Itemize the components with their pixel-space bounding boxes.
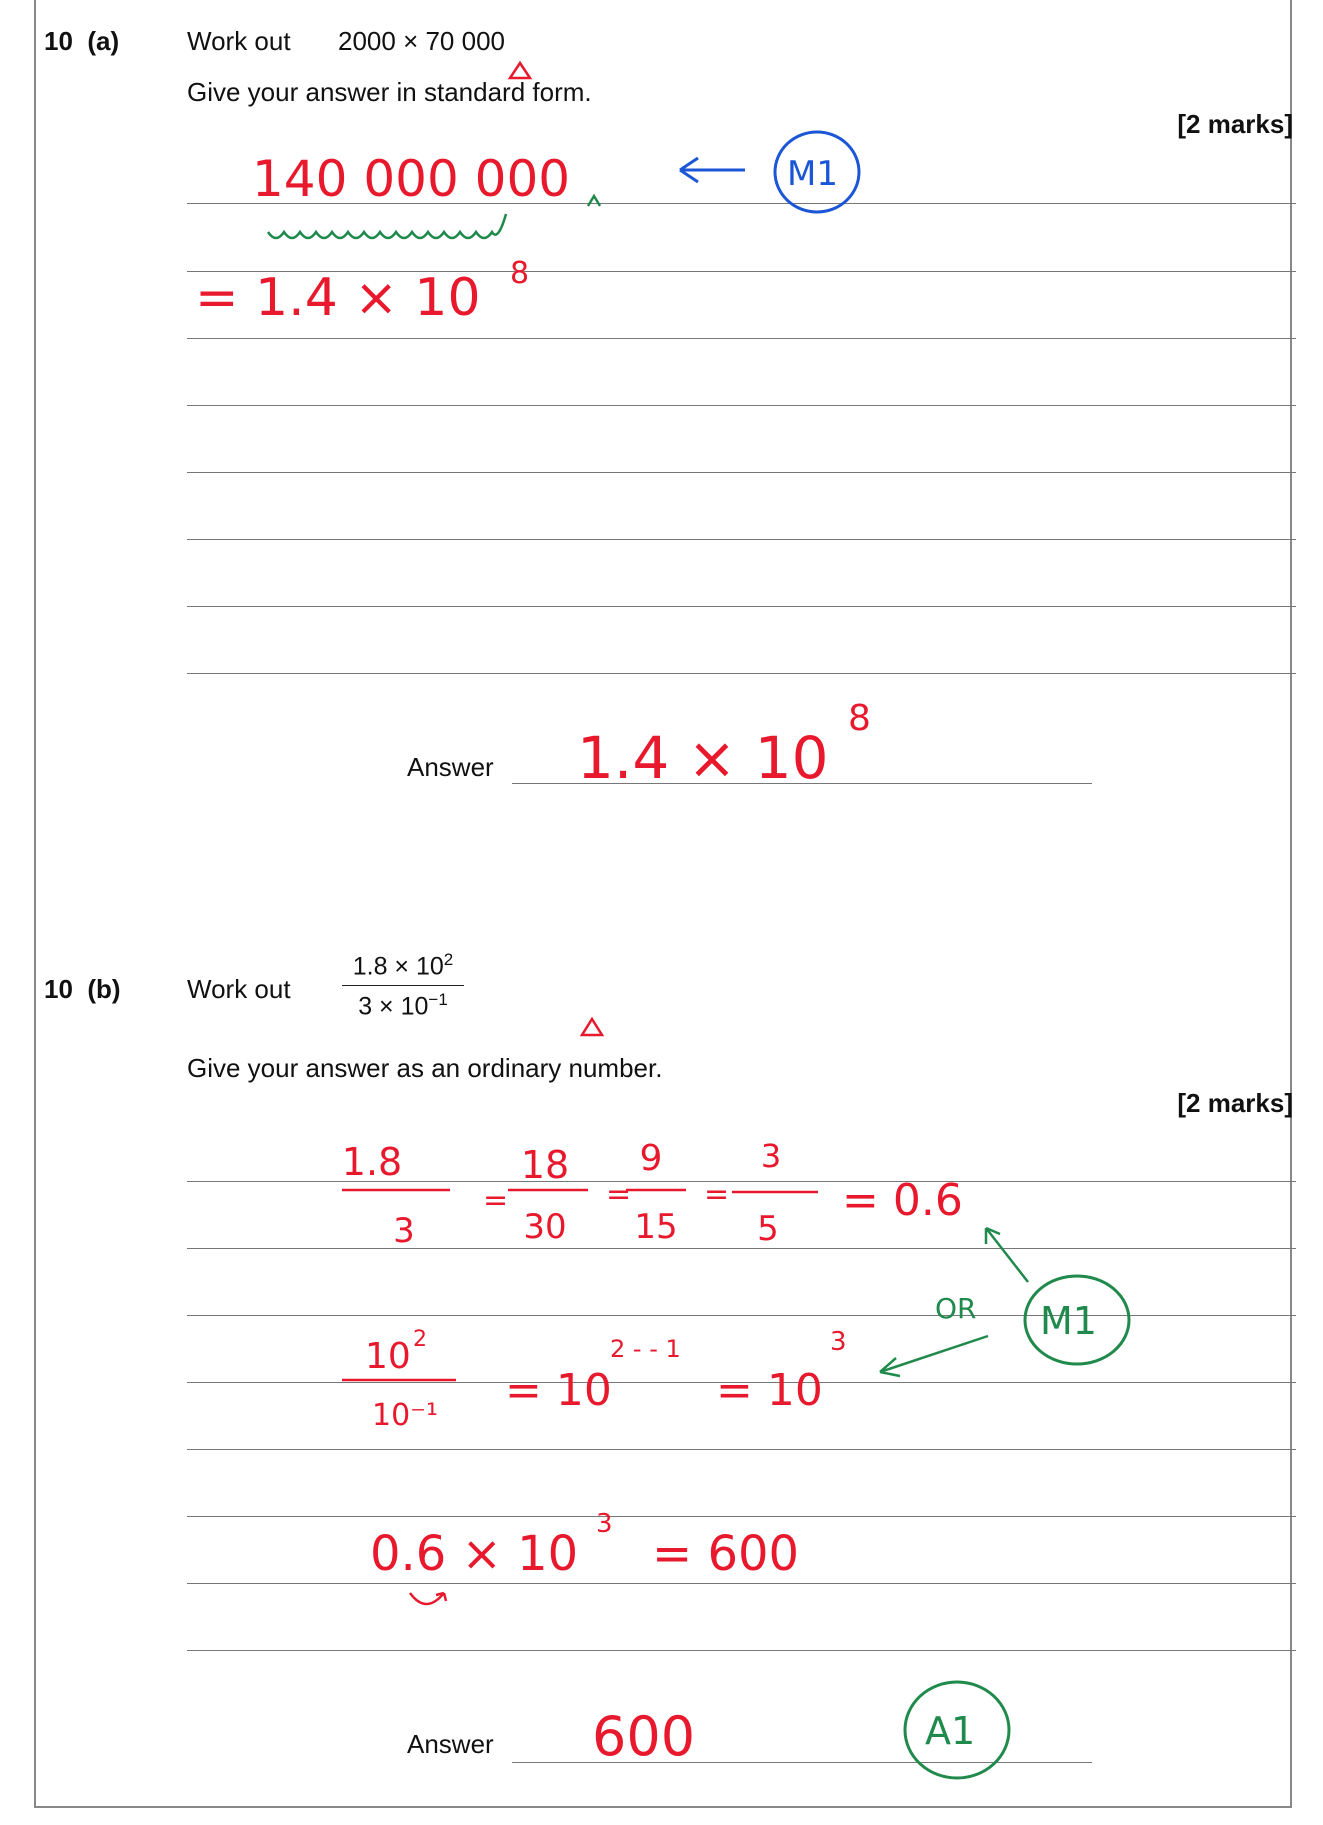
hw-b-line3-res: = 600 — [652, 1526, 800, 1582]
work-out-label-a: Work out — [187, 26, 291, 56]
hw-equals: = — [704, 1177, 730, 1212]
triangle-mark-icon — [582, 1019, 602, 1035]
hw-a-line2: = 1.4 × 10 — [195, 268, 481, 328]
hw-b-f3-den: 15 — [634, 1207, 678, 1247]
hw-b-or: OR — [935, 1292, 977, 1325]
hw-b-mark-a1: A1 — [925, 1709, 976, 1753]
hw-b-f4-num: 3 — [760, 1137, 782, 1175]
hw-equals: = — [606, 1177, 632, 1212]
red-curved-arrow-icon — [410, 1593, 446, 1604]
expression-a: 2000 × 70 000 — [338, 26, 505, 56]
green-arrowhead-icon — [588, 196, 600, 206]
hw-equals: = — [483, 1183, 509, 1218]
question-number-b: 10 (b) — [44, 974, 121, 1004]
hw-b-pow-den: 10⁻¹ — [372, 1398, 439, 1433]
hw-b-mark-m1: M1 — [1040, 1299, 1097, 1343]
hw-b-eq-result: = 0.6 — [842, 1175, 963, 1226]
hw-a-mark: M1 — [787, 154, 838, 194]
hw-a-answer: 1.4 × 10 — [577, 724, 829, 792]
hw-b-f4-den: 5 — [757, 1209, 779, 1249]
hw-b-pow-res-exp: 3 — [830, 1327, 847, 1357]
green-arrow-icon — [880, 1336, 988, 1376]
hw-a-answer-exp: 8 — [848, 698, 871, 739]
hw-b-answer: 600 — [592, 1705, 696, 1768]
hw-b-pow-mid: = 10 — [505, 1365, 612, 1416]
hw-b-pow-num-exp: 2 — [413, 1327, 427, 1352]
question-number-a: 10 (a) — [44, 26, 120, 56]
left-arrow-icon — [680, 158, 745, 182]
hw-b-pow-mid-exp: 2 - - 1 — [610, 1335, 681, 1363]
hw-a-line2-exp: 8 — [510, 256, 530, 291]
marks-a: [2 marks] — [1177, 109, 1293, 139]
marks-b: [2 marks] — [1177, 1088, 1293, 1118]
green-arrow-icon — [986, 1228, 1028, 1282]
hw-a-line1: 140 000 000 — [252, 150, 571, 208]
hw-b-f1-num: 1.8 — [341, 1140, 403, 1184]
hw-b-f3-num: 9 — [639, 1138, 663, 1179]
hw-b-f2-den: 30 — [523, 1207, 567, 1247]
hw-b-line3: 0.6 × 10 — [370, 1526, 579, 1582]
triangle-mark-icon — [510, 63, 530, 78]
fraction-numerator: $1.8 \times 10^2$ — [352, 950, 454, 981]
hw-b-pow-res: = 10 — [716, 1365, 823, 1416]
work-out-label-b: Work out — [187, 974, 291, 1004]
fraction-denominator: $3 \times 10^{-1}$ — [358, 990, 448, 1021]
hw-b-line3-exp: 3 — [596, 1509, 613, 1539]
green-underline-icon — [268, 214, 506, 238]
hw-b-pow-num: 10 — [365, 1336, 411, 1377]
answer-label-a: Answer — [407, 752, 494, 782]
instruction-b: Give your answer as an ordinary number. — [187, 1053, 663, 1083]
answer-label-b: Answer — [407, 1729, 494, 1759]
hw-b-f2-num: 18 — [520, 1143, 570, 1187]
instruction-a: Give your answer in standard form. — [187, 77, 592, 107]
hw-b-f1-den: 3 — [393, 1211, 415, 1251]
